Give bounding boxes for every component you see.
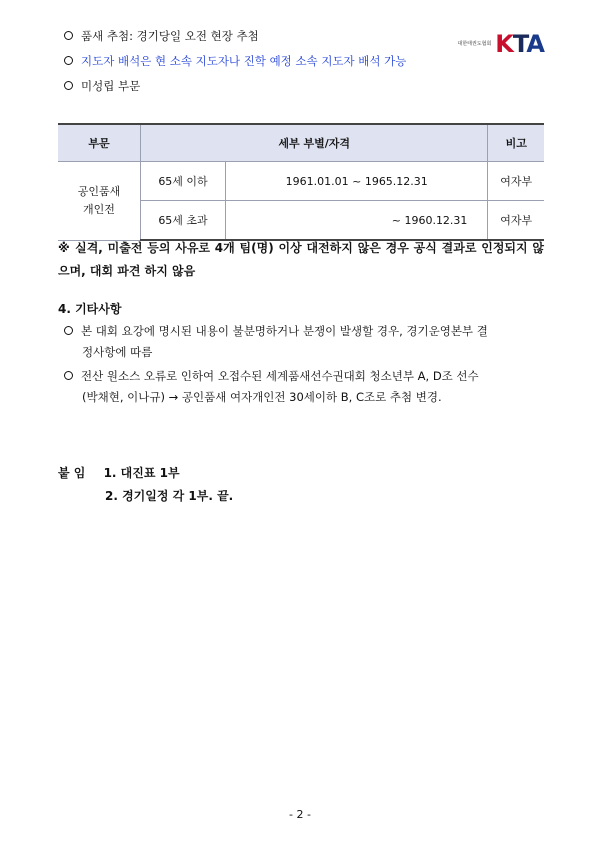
range-cell: 1961.01.01 ~ 1965.12.31	[226, 162, 488, 201]
disqualification-notice: ※ 실격, 미출전 등의 사유로 4개 팀(명) 이상 대전하지 않은 경우 공식 결과로 인정되지 않으며, 대회 파견 하지 않음	[58, 241, 544, 278]
circle-bullet-icon	[64, 56, 73, 65]
logo-mark: KTA	[495, 30, 544, 58]
attachment-label: 붙 임	[58, 466, 86, 480]
age-cell: 65세 이하	[141, 162, 226, 201]
circle-bullet-icon	[64, 371, 73, 380]
section-4-item: 전산 원소스 오류로 인하여 오접수된 세계품새선수권대회 청소년부 A, D조 선수 (박채현, 이나규) → 공인품새 여자개인전 30세이하 B, C조로 추첨 변경.	[64, 366, 544, 408]
header-division: 부문	[58, 124, 141, 162]
category-cell: 공인품새 개인전	[58, 162, 141, 241]
unformed-divisions-table	[58, 123, 544, 241]
circle-bullet-icon	[64, 31, 73, 40]
table-header-row	[58, 124, 544, 162]
page-number: - 2 -	[289, 808, 311, 821]
range-cell: ~ 1960.12.31	[226, 201, 488, 241]
bullet-unformed-divisions: 미성립 부문	[64, 78, 140, 94]
logo-org-name: 대한태권도협회	[457, 41, 492, 47]
remarks-cell: 여자부	[488, 162, 544, 201]
bullet-draw-method: 품새 추첨: 경기당일 오전 현장 추첨	[64, 28, 259, 44]
header-detail: 세부 부별/자격	[141, 124, 488, 162]
attachment-item: 1. 대진표 1부	[103, 466, 180, 480]
section-4-title: 4. 기타사항	[58, 302, 122, 316]
circle-bullet-icon	[64, 326, 73, 335]
age-cell: 65세 초과	[141, 201, 226, 241]
circle-bullet-icon	[64, 81, 73, 90]
section-4-item: 본 대회 요강에 명시된 내용이 불분명하거나 분쟁이 발생할 경우, 경기운영본부 결 정사항에 따름	[64, 321, 544, 363]
attachment-item: 2. 경기일정 각 1부. 끝.	[105, 489, 234, 503]
header-remarks: 비고	[488, 124, 544, 162]
remarks-cell: 여자부	[488, 201, 544, 241]
kta-logo	[457, 30, 544, 58]
attachment-line-1	[58, 464, 180, 481]
table-row	[58, 162, 544, 201]
bullet-coach-seating: 지도자 배석은 현 소속 지도자나 진학 예정 소속 지도자 배석 가능	[64, 53, 406, 69]
